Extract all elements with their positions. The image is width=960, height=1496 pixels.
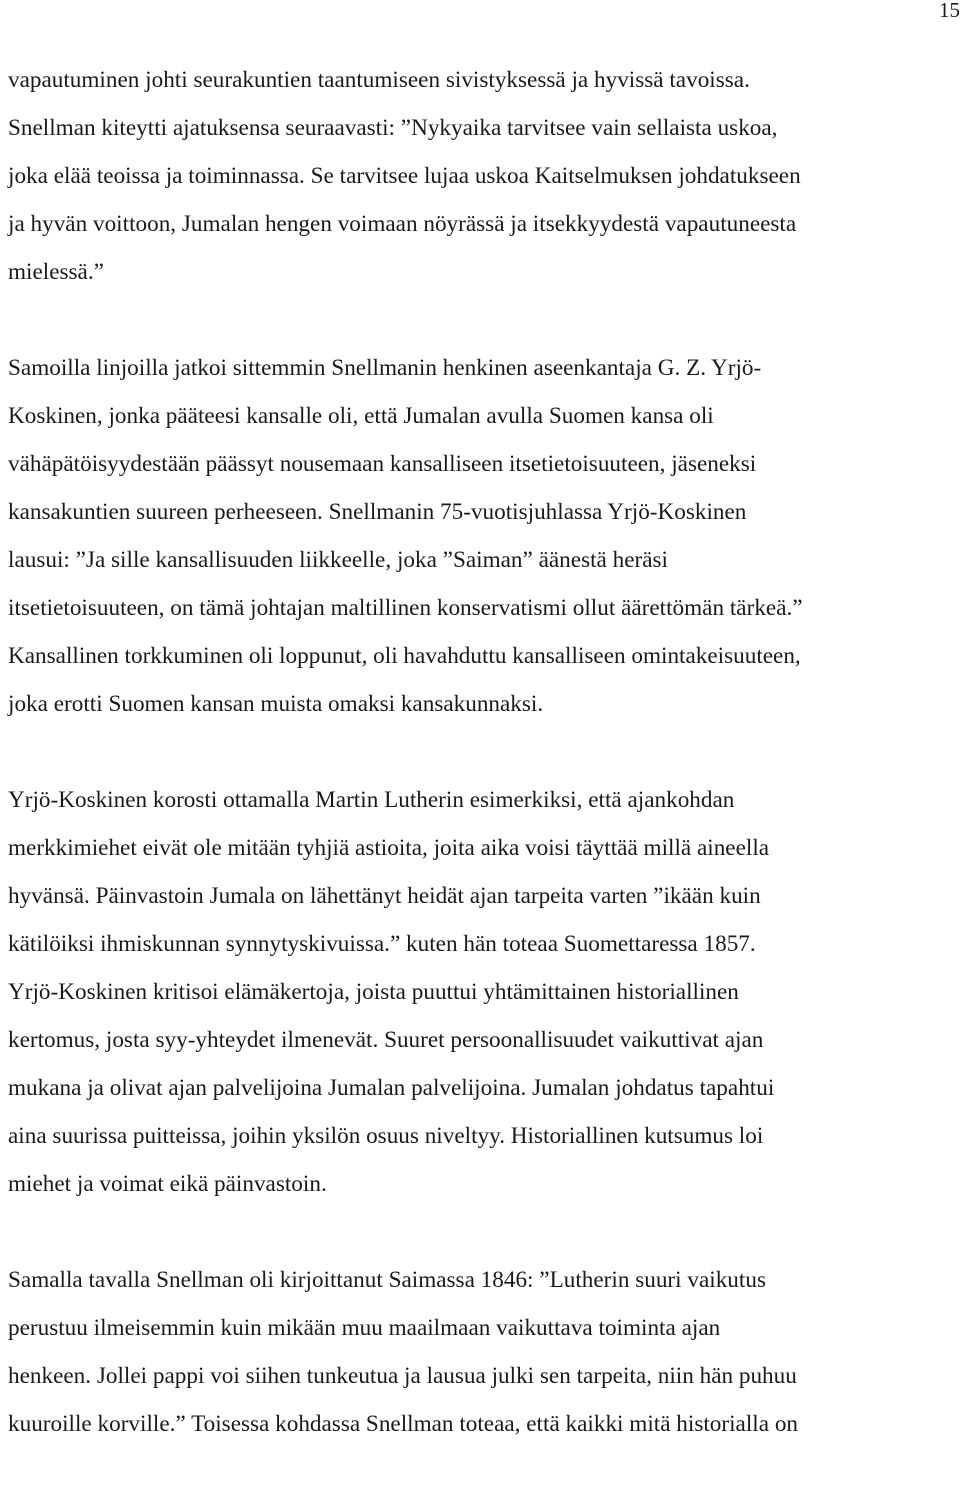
text-line: joka erotti Suomen kansan muista omaksi kansakunnaksi.	[8, 691, 544, 717]
text-line: joka elää teoissa ja toiminnassa. Se tarvitsee lujaa uskoa Kaitselmuksen johdatukseen	[8, 163, 801, 189]
text-line: Kansallinen torkkuminen oli loppunut, oli havahduttu kansalliseen omintakeisuuteen,	[8, 643, 801, 669]
document-body	[8, 56, 954, 1496]
text-line: vähäpätöisyydestään päässyt nousemaan kansalliseen itsetietoisuuteen, jäseneksi	[8, 451, 757, 477]
text-line: merkkimiehet eivät ole mitään tyhjiä astioita, joita aika voisi täyttää millä aineella	[8, 835, 770, 861]
text-line: hyvänsä. Päinvastoin Jumala on lähettänyt heidät ajan tarpeita varten ”ikään kuin	[8, 883, 761, 909]
paragraph-1	[8, 56, 954, 296]
text-line: kansakuntien suureen perheeseen. Snellmanin 75-vuotisjuhlassa Yrjö-Koskinen	[8, 499, 747, 525]
text-line: vapautuminen johti seurakuntien taantumiseen sivistyksessä ja hyvissä tavoissa.	[8, 67, 750, 93]
text-line: Yrjö-Koskinen kritisoi elämäkertoja, joista puuttui yhtämittainen historiallinen	[8, 979, 739, 1005]
text-line: kätilöiksi ihmiskunnan synnytyskivuissa.” kuten hän toteaa Suomettaressa 1857.	[8, 931, 756, 957]
text-line: perustuu ilmeisemmin kuin mikään muu maailmaan vaikuttava toiminta ajan	[8, 1315, 721, 1341]
text-line: kertomus, josta syy-yhteydet ilmenevät. Suuret persoonallisuudet vaikuttivat ajan	[8, 1027, 764, 1053]
text-line: Koskinen, jonka pääteesi kansalle oli, että Jumalan avulla Suomen kansa oli	[8, 403, 714, 429]
text-line: lausui: ”Ja sille kansallisuuden liikkeelle, joka ”Saiman” äänestä heräsi	[8, 547, 668, 573]
text-line: Samalla tavalla Snellman oli kirjoittanut Saimassa 1846: ”Lutherin suuri vaikutus	[8, 1267, 766, 1293]
text-line: mukana ja olivat ajan palvelijoina Jumalan palvelijoina. Jumalan johdatus tapahtui	[8, 1075, 775, 1101]
paragraph-4	[8, 1256, 954, 1448]
text-line: aina suurissa puitteissa, joihin yksilön osuus niveltyy. Historiallinen kutsumus loi	[8, 1123, 764, 1149]
page-number: 15	[939, 0, 960, 22]
text-line: itsetietoisuuteen, on tämä johtajan maltillinen konservatismi ollut äärettömän tärkeä.”	[8, 595, 803, 621]
text-line: Yrjö-Koskinen korosti ottamalla Martin Lutherin esimerkiksi, että ajankohdan	[8, 787, 735, 813]
paragraph-3	[8, 776, 954, 1208]
text-line: mielessä.”	[8, 259, 104, 285]
text-line: henkeen. Jollei pappi voi siihen tunkeutua ja lausua julki sen tarpeita, niin hän puhuu	[8, 1363, 797, 1389]
text-line: miehet ja voimat eikä päinvastoin.	[8, 1171, 327, 1197]
paragraph-2	[8, 344, 954, 728]
text-line: ja hyvän voittoon, Jumalan hengen voimaan nöyrässä ja itsekkyydestä vapautuneesta	[8, 211, 797, 237]
text-line: Samoilla linjoilla jatkoi sittemmin Snellmanin henkinen aseenkantaja G. Z. Yrjö-	[8, 355, 762, 381]
text-line: Snellman kiteytti ajatuksensa seuraavasti: ”Nykyaika tarvitsee vain sellaista uskoa,	[8, 115, 778, 141]
text-line: kuuroille korville.” Toisessa kohdassa Snellman toteaa, että kaikki mitä historialla on	[8, 1411, 799, 1437]
